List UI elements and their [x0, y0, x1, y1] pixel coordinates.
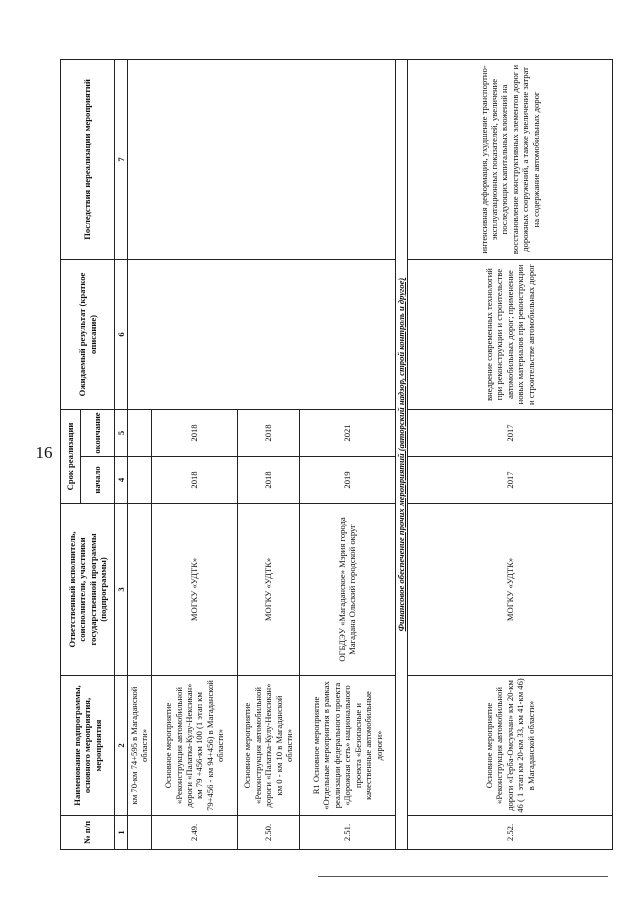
row-num: 2.49.	[151, 816, 237, 850]
rotated-table-wrapper	[60, 60, 570, 850]
col-number: 4	[115, 457, 128, 504]
row-num: 2.51.	[299, 816, 395, 850]
row-executor: МОГКУ «УДТК»	[237, 504, 299, 676]
continuation-text: км 70-км 74+595 в Магаданской области»	[128, 676, 152, 816]
row-name: Основное мероприятие «Реконструкция автомобильной дороги «Палатка-Кулу-Нексикан» км 79 +456-км 100 (1 этап км 79+456 - км 94+456) в Магаданской области»	[151, 676, 237, 816]
header-result: Ожидаемый результат (краткое описание)	[61, 259, 115, 409]
header-consequences: Последствия нереализации мероприятий	[61, 59, 115, 259]
row-start: 2019	[299, 457, 395, 504]
row-num: 2.50.	[237, 816, 299, 850]
row-start: 2018	[151, 457, 237, 504]
table-row	[407, 59, 612, 849]
row-end: 2021	[299, 409, 395, 456]
row-executor: МОГКУ «УДТК»	[407, 504, 612, 676]
financing-row	[395, 59, 407, 849]
financing-text: Финансовое обеспечение прочих мероприятий (авторский надзор, строй контроль и другое)	[395, 59, 407, 849]
row-result: внедрение современных технологий при реконструкции и строительстве автомобильных дорог; применение новых материалов при реконструкции и строительстве автомобильных дорог	[407, 259, 612, 409]
row-executor: ОГБДЭУ «Магаданское» Мэрия города Магадана Ольский городской округ	[299, 504, 395, 676]
col-number: 7	[115, 59, 128, 259]
page-number: 16	[35, 443, 53, 462]
header-start: начало	[81, 457, 115, 504]
row-end: 2018	[151, 409, 237, 456]
col-number: 1	[115, 816, 128, 850]
row-executor: МОГКУ «УДТК»	[151, 504, 237, 676]
row-name: Основное мероприятие «Реконструкция автомобильной дороги «Палатка-Кулу-Нексикан» км 0 - км 10 в Магаданской области»	[237, 676, 299, 816]
header-num: № п/п	[61, 816, 115, 850]
col-number: 5	[115, 409, 128, 456]
row-num: 2.52.	[407, 816, 612, 850]
header-end: окончание	[81, 409, 115, 456]
footer-line	[318, 876, 608, 877]
row-start: 2017	[407, 457, 612, 504]
header-executor: Ответственный исполнитель, соисполнители, участники государственной программы (подпрограммы)	[61, 504, 115, 676]
row-start: 2018	[237, 457, 299, 504]
col-number: 6	[115, 259, 128, 409]
col-number: 3	[115, 504, 128, 676]
header-term: Срок реализации	[61, 409, 81, 503]
row-end: 2017	[407, 409, 612, 456]
row-name: Основное мероприятие «Реконструкция автомобильной дороги «Герба-Омсукчан» км 20-км 46 ( 1 этап км 20-км 33, км 41-км 46) в Магаданской области»	[407, 676, 612, 816]
col-number: 2	[115, 676, 128, 816]
header-name: Наименование подпрограммы, основного мероприятия, мероприятия	[61, 676, 115, 816]
column-number-row	[115, 59, 128, 849]
row-name: R1 Основное мероприятие «Отдельные мероприятия в рамках реализации федерального проекта «Дорожная сеть» национального проекта «Безопасные и качественные автомобильные дороги»	[299, 676, 395, 816]
continuation-row	[128, 59, 152, 849]
program-table	[60, 59, 613, 850]
row-end: 2018	[237, 409, 299, 456]
row-consequences: интенсивная деформация, ухудшение транспортно-эксплуатационных показателей, увеличение последующих капитальных вложений на восстановление конструктивных элементов дорог и дорожных сооружений, а также увеличение затрат на содержание автомобильных дорог	[407, 59, 612, 259]
